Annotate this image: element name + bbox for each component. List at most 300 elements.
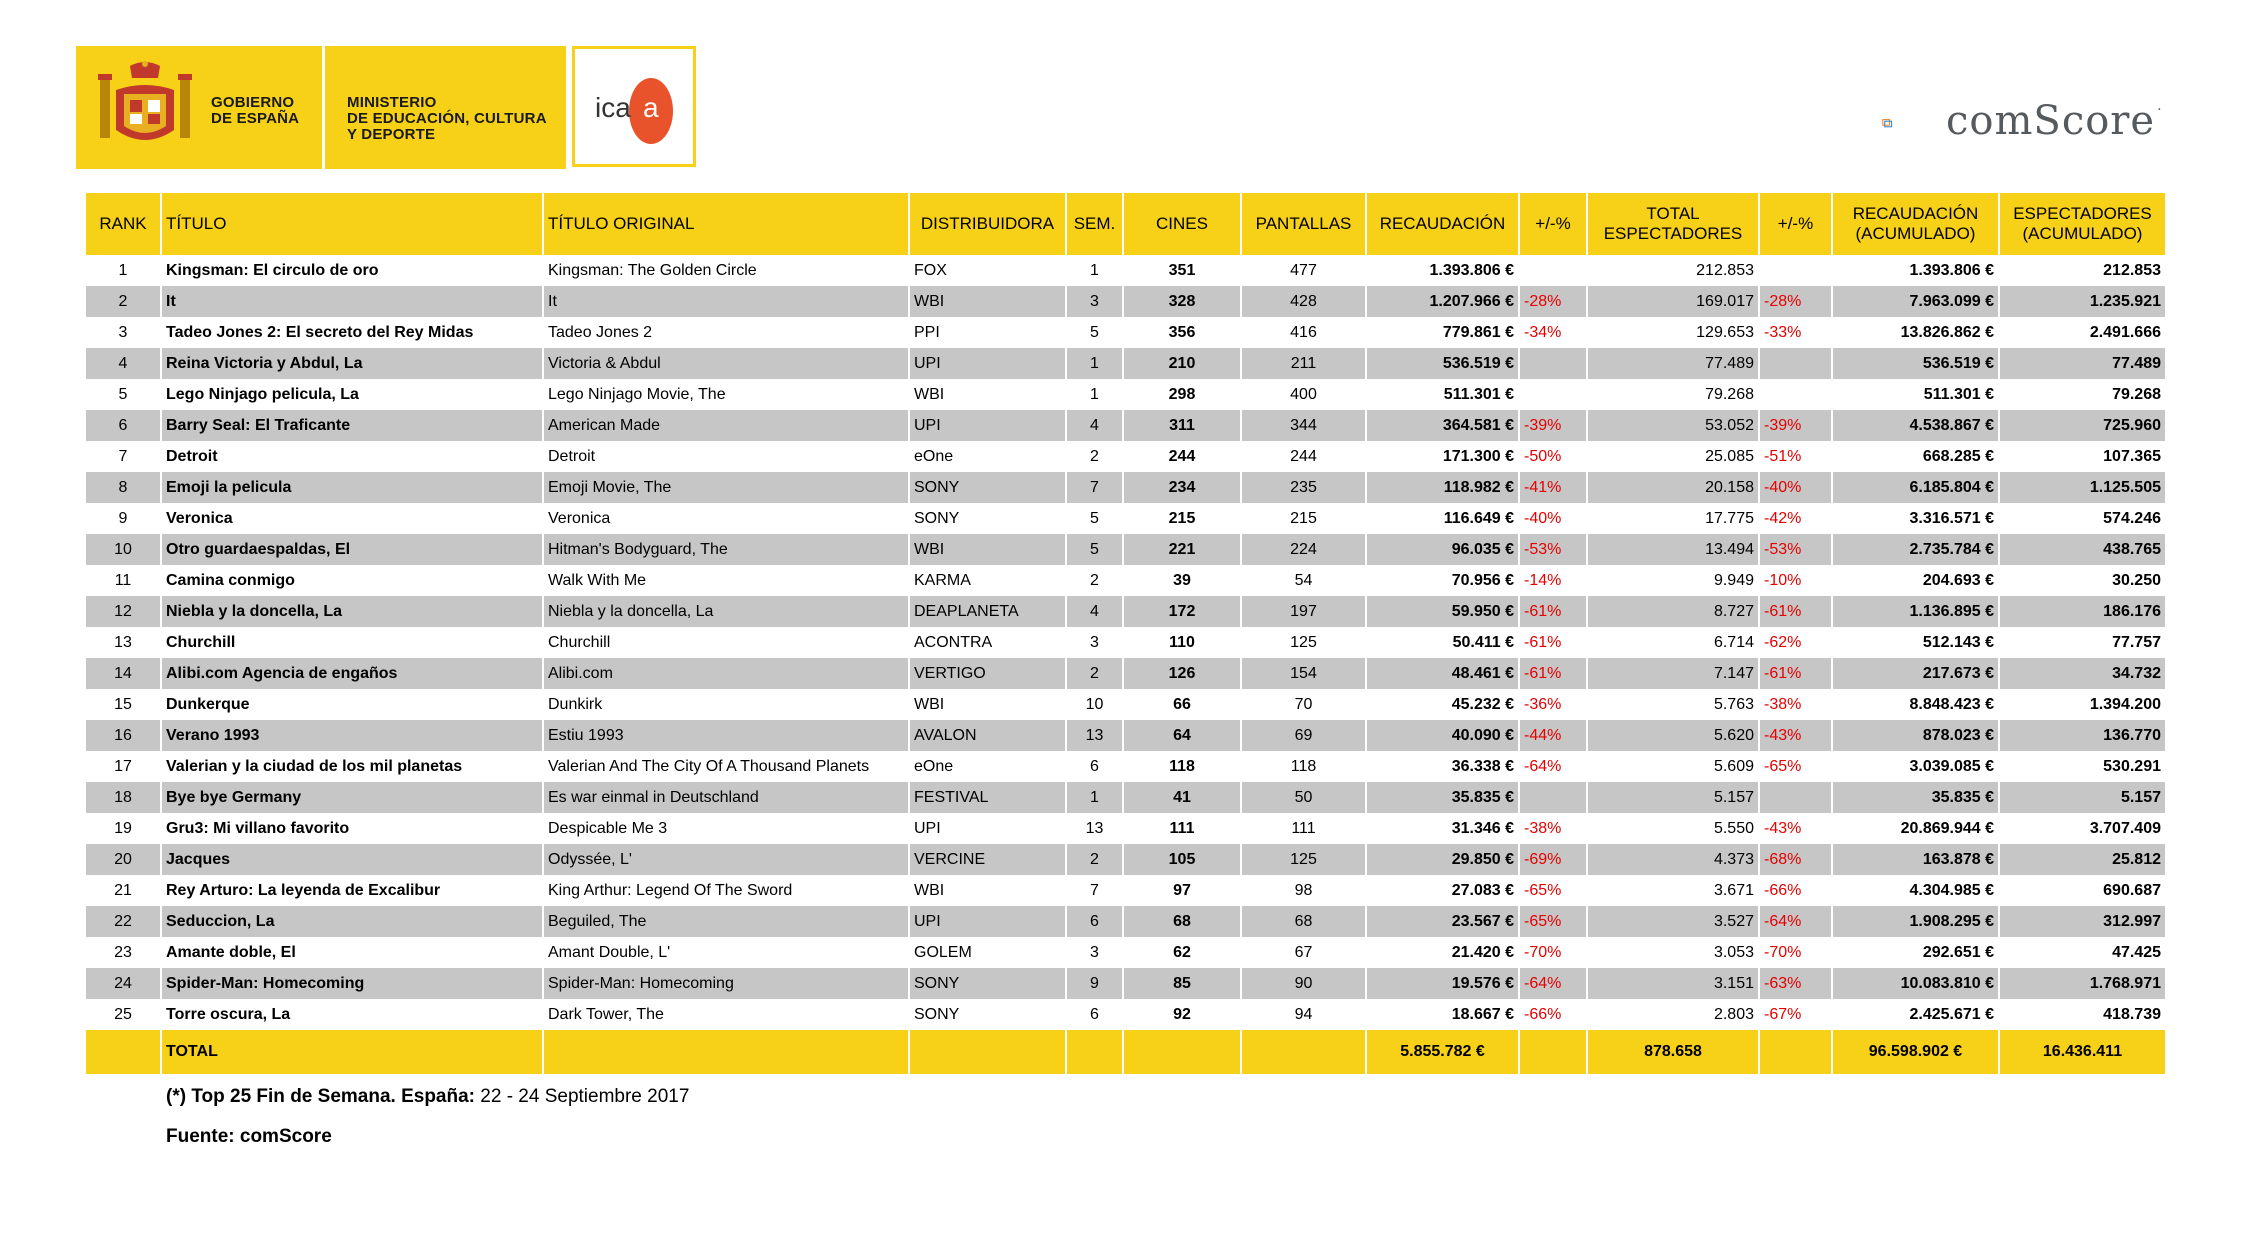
distribuidora-cell: SONY [909, 999, 1066, 1030]
titulo-original-cell: Amant Double, L' [543, 937, 909, 968]
table-row [86, 844, 2166, 875]
semanas-cell: 2 [1066, 565, 1123, 596]
semanas-cell: 7 [1066, 875, 1123, 906]
total-empty-cell [1759, 1030, 1832, 1074]
titulo-original-cell: Niebla y la doncella, La [543, 596, 909, 627]
distribuidora-cell: AVALON [909, 720, 1066, 751]
titulo-cell: Detroit [161, 441, 543, 472]
semanas-cell: 5 [1066, 534, 1123, 565]
table-row [86, 658, 2166, 689]
titulo-original-cell: Churchill [543, 627, 909, 658]
rank-cell: 4 [86, 348, 161, 379]
semanas-cell: 1 [1066, 379, 1123, 410]
var-espectadores-cell: -33% [1759, 317, 1832, 348]
distribuidora-cell: eOne [909, 751, 1066, 782]
col-pantallas: PANTALLAS [1241, 193, 1366, 255]
pantallas-cell: 244 [1241, 441, 1366, 472]
rank-cell: 2 [86, 286, 161, 317]
var-espectadores-cell: -61% [1759, 596, 1832, 627]
pantallas-cell: 215 [1241, 503, 1366, 534]
distribuidora-cell: WBI [909, 534, 1066, 565]
titulo-original-cell: Victoria & Abdul [543, 348, 909, 379]
semanas-cell: 6 [1066, 999, 1123, 1030]
footnote-source: Fuente: comScore [166, 1126, 332, 1147]
espectadores-cell: 20.158 [1587, 472, 1759, 503]
table-row [86, 472, 2166, 503]
semanas-cell: 3 [1066, 627, 1123, 658]
total-recaudacion-acumulado: 96.598.902 € [1832, 1030, 1999, 1074]
table-row [86, 627, 2166, 658]
var-espectadores-cell: -51% [1759, 441, 1832, 472]
rank-cell: 22 [86, 906, 161, 937]
cines-cell: 62 [1123, 937, 1241, 968]
espectadores-acumulado-cell: 574.246 [1999, 503, 2166, 534]
var-espectadores-cell [1759, 255, 1832, 286]
var-espectadores-cell: -42% [1759, 503, 1832, 534]
cines-cell: 298 [1123, 379, 1241, 410]
coat-of-arms-icon [96, 60, 194, 155]
espectadores-cell: 17.775 [1587, 503, 1759, 534]
table-row [86, 255, 2166, 286]
semanas-cell: 5 [1066, 503, 1123, 534]
pantallas-cell: 235 [1241, 472, 1366, 503]
var-recaudacion-cell: -44% [1519, 720, 1587, 751]
rank-cell: 3 [86, 317, 161, 348]
titulo-original-cell: It [543, 286, 909, 317]
recaudacion-cell: 50.411 € [1366, 627, 1519, 658]
var-espectadores-cell: -43% [1759, 720, 1832, 751]
espectadores-cell: 7.147 [1587, 658, 1759, 689]
svg-text:ica: ica [595, 92, 631, 123]
col-recaudacion-acumulado: RECAUDACIÓN (ACUMULADO) [1832, 193, 1999, 255]
total-empty-cell [1066, 1030, 1123, 1074]
cines-cell: 110 [1123, 627, 1241, 658]
recaudacion-acumulado-cell: 163.878 € [1832, 844, 1999, 875]
table-row [86, 751, 2166, 782]
espectadores-cell: 9.949 [1587, 565, 1759, 596]
titulo-original-cell: Walk With Me [543, 565, 909, 596]
pantallas-cell: 344 [1241, 410, 1366, 441]
espectadores-cell: 77.489 [1587, 348, 1759, 379]
rank-cell: 25 [86, 999, 161, 1030]
total-espectadores-acumulado: 16.436.411 [1999, 1030, 2166, 1074]
cines-cell: 234 [1123, 472, 1241, 503]
footnote-label: (*) Top 25 Fin de Semana. España: [166, 1086, 475, 1107]
rank-cell: 8 [86, 472, 161, 503]
rank-cell: 7 [86, 441, 161, 472]
semanas-cell: 13 [1066, 720, 1123, 751]
var-espectadores-cell: -67% [1759, 999, 1832, 1030]
espectadores-acumulado-cell: 186.176 [1999, 596, 2166, 627]
total-espectadores: 878.658 [1587, 1030, 1759, 1074]
distribuidora-cell: eOne [909, 441, 1066, 472]
var-espectadores-cell: -68% [1759, 844, 1832, 875]
distribuidora-cell: FESTIVAL [909, 782, 1066, 813]
titulo-original-cell: King Arthur: Legend Of The Sword [543, 875, 909, 906]
pantallas-cell: 125 [1241, 844, 1366, 875]
espectadores-cell: 3.527 [1587, 906, 1759, 937]
pantallas-cell: 67 [1241, 937, 1366, 968]
cines-cell: 39 [1123, 565, 1241, 596]
cines-cell: 172 [1123, 596, 1241, 627]
espectadores-acumulado-cell: 3.707.409 [1999, 813, 2166, 844]
distribuidora-cell: SONY [909, 968, 1066, 999]
espectadores-cell: 4.373 [1587, 844, 1759, 875]
table-row [86, 999, 2166, 1030]
recaudacion-acumulado-cell: 511.301 € [1832, 379, 1999, 410]
distribuidora-cell: FOX [909, 255, 1066, 286]
cines-cell: 118 [1123, 751, 1241, 782]
cines-cell: 111 [1123, 813, 1241, 844]
pantallas-cell: 90 [1241, 968, 1366, 999]
pantallas-cell: 154 [1241, 658, 1366, 689]
recaudacion-acumulado-cell: 8.848.423 € [1832, 689, 1999, 720]
titulo-cell: Reina Victoria y Abdul, La [161, 348, 543, 379]
semanas-cell: 5 [1066, 317, 1123, 348]
rank-cell: 16 [86, 720, 161, 751]
recaudacion-acumulado-cell: 292.651 € [1832, 937, 1999, 968]
rank-cell: 24 [86, 968, 161, 999]
recaudacion-acumulado-cell: 2.425.671 € [1832, 999, 1999, 1030]
total-rank-cell [86, 1030, 161, 1074]
rank-cell: 1 [86, 255, 161, 286]
comscore-logo-text: comScore . [1946, 98, 2163, 144]
var-recaudacion-cell: -65% [1519, 906, 1587, 937]
espectadores-cell: 3.151 [1587, 968, 1759, 999]
semanas-cell: 6 [1066, 751, 1123, 782]
semanas-cell: 2 [1066, 441, 1123, 472]
titulo-cell: Barry Seal: El Traficante [161, 410, 543, 441]
recaudacion-cell: 31.346 € [1366, 813, 1519, 844]
pantallas-cell: 69 [1241, 720, 1366, 751]
semanas-cell: 2 [1066, 658, 1123, 689]
recaudacion-acumulado-cell: 7.963.099 € [1832, 286, 1999, 317]
semanas-cell: 13 [1066, 813, 1123, 844]
titulo-original-cell: Tadeo Jones 2 [543, 317, 909, 348]
col-var-recaudacion: +/-% [1519, 193, 1587, 255]
cines-cell: 92 [1123, 999, 1241, 1030]
table-row [86, 720, 2166, 751]
espectadores-acumulado-cell: 5.157 [1999, 782, 2166, 813]
pantallas-cell: 54 [1241, 565, 1366, 596]
cines-cell: 85 [1123, 968, 1241, 999]
recaudacion-cell: 118.982 € [1366, 472, 1519, 503]
recaudacion-acumulado-cell: 35.835 € [1832, 782, 1999, 813]
titulo-original-cell: Beguiled, The [543, 906, 909, 937]
ministerio-line-2: DE EDUCACIÓN, CULTURA [347, 110, 547, 127]
col-rank: RANK [86, 193, 161, 255]
espectadores-acumulado-cell: 30.250 [1999, 565, 2166, 596]
var-espectadores-cell: -61% [1759, 658, 1832, 689]
titulo-original-cell: Lego Ninjago Movie, The [543, 379, 909, 410]
semanas-cell: 4 [1066, 596, 1123, 627]
var-recaudacion-cell: -28% [1519, 286, 1587, 317]
titulo-cell: Rey Arturo: La leyenda de Excalibur [161, 875, 543, 906]
rank-cell: 14 [86, 658, 161, 689]
espectadores-cell: 5.620 [1587, 720, 1759, 751]
table-row [86, 441, 2166, 472]
rank-cell: 5 [86, 379, 161, 410]
titulo-original-cell: Kingsman: The Golden Circle [543, 255, 909, 286]
cines-cell: 215 [1123, 503, 1241, 534]
espectadores-acumulado-cell: 77.489 [1999, 348, 2166, 379]
pantallas-cell: 400 [1241, 379, 1366, 410]
rank-cell: 13 [86, 627, 161, 658]
pantallas-cell: 125 [1241, 627, 1366, 658]
rank-cell: 23 [86, 937, 161, 968]
rank-cell: 10 [86, 534, 161, 565]
table-row [86, 906, 2166, 937]
recaudacion-cell: 18.667 € [1366, 999, 1519, 1030]
var-recaudacion-cell: -61% [1519, 658, 1587, 689]
recaudacion-acumulado-cell: 512.143 € [1832, 627, 1999, 658]
recaudacion-acumulado-cell: 4.538.867 € [1832, 410, 1999, 441]
titulo-original-cell: Dark Tower, The [543, 999, 909, 1030]
var-recaudacion-cell: -50% [1519, 441, 1587, 472]
table-row [86, 410, 2166, 441]
recaudacion-cell: 96.035 € [1366, 534, 1519, 565]
titulo-cell: Dunkerque [161, 689, 543, 720]
recaudacion-cell: 59.950 € [1366, 596, 1519, 627]
var-recaudacion-cell: -41% [1519, 472, 1587, 503]
table-row [86, 348, 2166, 379]
svg-text:a: a [643, 92, 659, 123]
espectadores-acumulado-cell: 530.291 [1999, 751, 2166, 782]
recaudacion-acumulado-cell: 668.285 € [1832, 441, 1999, 472]
rank-cell: 19 [86, 813, 161, 844]
espectadores-acumulado-cell: 1.394.200 [1999, 689, 2166, 720]
total-label: TOTAL [161, 1030, 543, 1074]
var-recaudacion-cell: -61% [1519, 627, 1587, 658]
espectadores-acumulado-cell: 312.997 [1999, 906, 2166, 937]
distribuidora-cell: PPI [909, 317, 1066, 348]
table-row [86, 596, 2166, 627]
espectadores-cell: 2.803 [1587, 999, 1759, 1030]
cines-cell: 105 [1123, 844, 1241, 875]
titulo-original-cell: Despicable Me 3 [543, 813, 909, 844]
recaudacion-acumulado-cell: 4.304.985 € [1832, 875, 1999, 906]
distribuidora-cell: SONY [909, 472, 1066, 503]
espectadores-cell: 6.714 [1587, 627, 1759, 658]
cines-cell: 66 [1123, 689, 1241, 720]
titulo-cell: Alibi.com Agencia de engaños [161, 658, 543, 689]
espectadores-acumulado-cell: 136.770 [1999, 720, 2166, 751]
recaudacion-acumulado-cell: 2.735.784 € [1832, 534, 1999, 565]
distribuidora-cell: GOLEM [909, 937, 1066, 968]
rank-cell: 9 [86, 503, 161, 534]
titulo-original-cell: Spider-Man: Homecoming [543, 968, 909, 999]
recaudacion-cell: 19.576 € [1366, 968, 1519, 999]
rank-cell: 21 [86, 875, 161, 906]
espectadores-cell: 79.268 [1587, 379, 1759, 410]
recaudacion-cell: 1.207.966 € [1366, 286, 1519, 317]
titulo-cell: Lego Ninjago pelicula, La [161, 379, 543, 410]
titulo-cell: Torre oscura, La [161, 999, 543, 1030]
pantallas-cell: 211 [1241, 348, 1366, 379]
recaudacion-cell: 364.581 € [1366, 410, 1519, 441]
espectadores-acumulado-cell: 1.768.971 [1999, 968, 2166, 999]
rank-cell: 11 [86, 565, 161, 596]
cines-cell: 311 [1123, 410, 1241, 441]
titulo-original-cell: Es war einmal in Deutschland [543, 782, 909, 813]
pantallas-cell: 50 [1241, 782, 1366, 813]
espectadores-acumulado-cell: 1.125.505 [1999, 472, 2166, 503]
var-recaudacion-cell: -65% [1519, 875, 1587, 906]
titulo-cell: Veronica [161, 503, 543, 534]
titulo-cell: Jacques [161, 844, 543, 875]
table-row [86, 503, 2166, 534]
ministerio-line-3: Y DEPORTE [347, 126, 436, 143]
espectadores-acumulado-cell: 725.960 [1999, 410, 2166, 441]
total-row [86, 1030, 2166, 1074]
comscore-logo-label: comScore [1946, 98, 2156, 144]
col-cines: CINES [1123, 193, 1241, 255]
espectadores-cell: 53.052 [1587, 410, 1759, 441]
distribuidora-cell: UPI [909, 410, 1066, 441]
var-recaudacion-cell [1519, 348, 1587, 379]
espectadores-cell: 3.053 [1587, 937, 1759, 968]
titulo-original-cell: Veronica [543, 503, 909, 534]
recaudacion-acumulado-cell: 10.083.810 € [1832, 968, 1999, 999]
distribuidora-cell: WBI [909, 286, 1066, 317]
titulo-cell: Tadeo Jones 2: El secreto del Rey Midas [161, 317, 543, 348]
footnote-period [166, 1086, 689, 1108]
table-row [86, 286, 2166, 317]
table-row [86, 565, 2166, 596]
var-espectadores-cell: -70% [1759, 937, 1832, 968]
var-espectadores-cell: -39% [1759, 410, 1832, 441]
total-empty-cell [543, 1030, 909, 1074]
recaudacion-cell: 29.850 € [1366, 844, 1519, 875]
table-row [86, 813, 2166, 844]
cines-cell: 97 [1123, 875, 1241, 906]
titulo-cell: Verano 1993 [161, 720, 543, 751]
pantallas-cell: 111 [1241, 813, 1366, 844]
cines-cell: 244 [1123, 441, 1241, 472]
rank-cell: 18 [86, 782, 161, 813]
gobierno-line-1: GOBIERNO [211, 94, 295, 111]
col-var-espectadores: +/-% [1759, 193, 1832, 255]
var-espectadores-cell: -65% [1759, 751, 1832, 782]
var-recaudacion-cell: -61% [1519, 596, 1587, 627]
semanas-cell: 1 [1066, 255, 1123, 286]
recaudacion-cell: 35.835 € [1366, 782, 1519, 813]
var-espectadores-cell: -53% [1759, 534, 1832, 565]
var-recaudacion-cell: -70% [1519, 937, 1587, 968]
table-row [86, 968, 2166, 999]
var-espectadores-cell: -40% [1759, 472, 1832, 503]
var-recaudacion-cell: -34% [1519, 317, 1587, 348]
cines-cell: 64 [1123, 720, 1241, 751]
recaudacion-cell: 48.461 € [1366, 658, 1519, 689]
recaudacion-cell: 171.300 € [1366, 441, 1519, 472]
col-total-espectadores: TOTAL ESPECTADORES [1587, 193, 1759, 255]
pantallas-cell: 68 [1241, 906, 1366, 937]
cines-cell: 356 [1123, 317, 1241, 348]
gobierno-line-2: DE ESPAÑA [211, 110, 300, 127]
rank-cell: 20 [86, 844, 161, 875]
distribuidora-cell: ACONTRA [909, 627, 1066, 658]
var-recaudacion-cell: -36% [1519, 689, 1587, 720]
espectadores-acumulado-cell: 47.425 [1999, 937, 2166, 968]
var-espectadores-cell: -63% [1759, 968, 1832, 999]
distribuidora-cell: SONY [909, 503, 1066, 534]
distribuidora-cell: WBI [909, 875, 1066, 906]
var-recaudacion-cell: -14% [1519, 565, 1587, 596]
espectadores-cell: 25.085 [1587, 441, 1759, 472]
var-recaudacion-cell: -64% [1519, 751, 1587, 782]
recaudacion-acumulado-cell: 217.673 € [1832, 658, 1999, 689]
var-espectadores-cell: -62% [1759, 627, 1832, 658]
rank-cell: 6 [86, 410, 161, 441]
cines-cell: 41 [1123, 782, 1241, 813]
cines-cell: 351 [1123, 255, 1241, 286]
table-row [86, 379, 2166, 410]
semanas-cell: 2 [1066, 844, 1123, 875]
cines-cell: 328 [1123, 286, 1241, 317]
recaudacion-cell: 536.519 € [1366, 348, 1519, 379]
titulo-cell: Gru3: Mi villano favorito [161, 813, 543, 844]
cines-cell: 210 [1123, 348, 1241, 379]
var-recaudacion-cell [1519, 379, 1587, 410]
cines-cell: 68 [1123, 906, 1241, 937]
recaudacion-acumulado-cell: 3.316.571 € [1832, 503, 1999, 534]
pantallas-cell: 477 [1241, 255, 1366, 286]
recaudacion-cell: 40.090 € [1366, 720, 1519, 751]
recaudacion-cell: 70.956 € [1366, 565, 1519, 596]
distribuidora-cell: UPI [909, 906, 1066, 937]
espectadores-cell: 3.671 [1587, 875, 1759, 906]
logo-divider [322, 46, 325, 169]
cines-cell: 126 [1123, 658, 1241, 689]
espectadores-acumulado-cell: 690.687 [1999, 875, 2166, 906]
var-espectadores-cell: -66% [1759, 875, 1832, 906]
distribuidora-cell: VERTIGO [909, 658, 1066, 689]
recaudacion-acumulado-cell: 20.869.944 € [1832, 813, 1999, 844]
cines-cell: 221 [1123, 534, 1241, 565]
semanas-cell: 1 [1066, 782, 1123, 813]
var-recaudacion-cell [1519, 782, 1587, 813]
var-espectadores-cell [1759, 379, 1832, 410]
titulo-cell: Camina conmigo [161, 565, 543, 596]
recaudacion-cell: 45.232 € [1366, 689, 1519, 720]
titulo-original-cell: Emoji Movie, The [543, 472, 909, 503]
total-empty-cell [1123, 1030, 1241, 1074]
distribuidora-cell: UPI [909, 813, 1066, 844]
pantallas-cell: 416 [1241, 317, 1366, 348]
titulo-original-cell: Alibi.com [543, 658, 909, 689]
titulo-cell: Niebla y la doncella, La [161, 596, 543, 627]
distribuidora-cell: DEAPLANETA [909, 596, 1066, 627]
col-semanas: SEM. [1066, 193, 1123, 255]
comscore-logo-icon [1882, 98, 1942, 148]
titulo-original-cell: Valerian And The City Of A Thousand Planets [543, 751, 909, 782]
gobierno-text [211, 95, 299, 127]
espectadores-acumulado-cell: 77.757 [1999, 627, 2166, 658]
table-body [86, 255, 2166, 1074]
espectadores-cell: 5.609 [1587, 751, 1759, 782]
ministerio-line-1: MINISTERIO [347, 94, 437, 111]
titulo-cell: Emoji la pelicula [161, 472, 543, 503]
box-office-table [86, 193, 2167, 1074]
semanas-cell: 6 [1066, 906, 1123, 937]
titulo-cell: Seduccion, La [161, 906, 543, 937]
var-espectadores-cell [1759, 782, 1832, 813]
var-recaudacion-cell: -38% [1519, 813, 1587, 844]
pantallas-cell: 224 [1241, 534, 1366, 565]
var-espectadores-cell: -28% [1759, 286, 1832, 317]
var-recaudacion-cell: -66% [1519, 999, 1587, 1030]
